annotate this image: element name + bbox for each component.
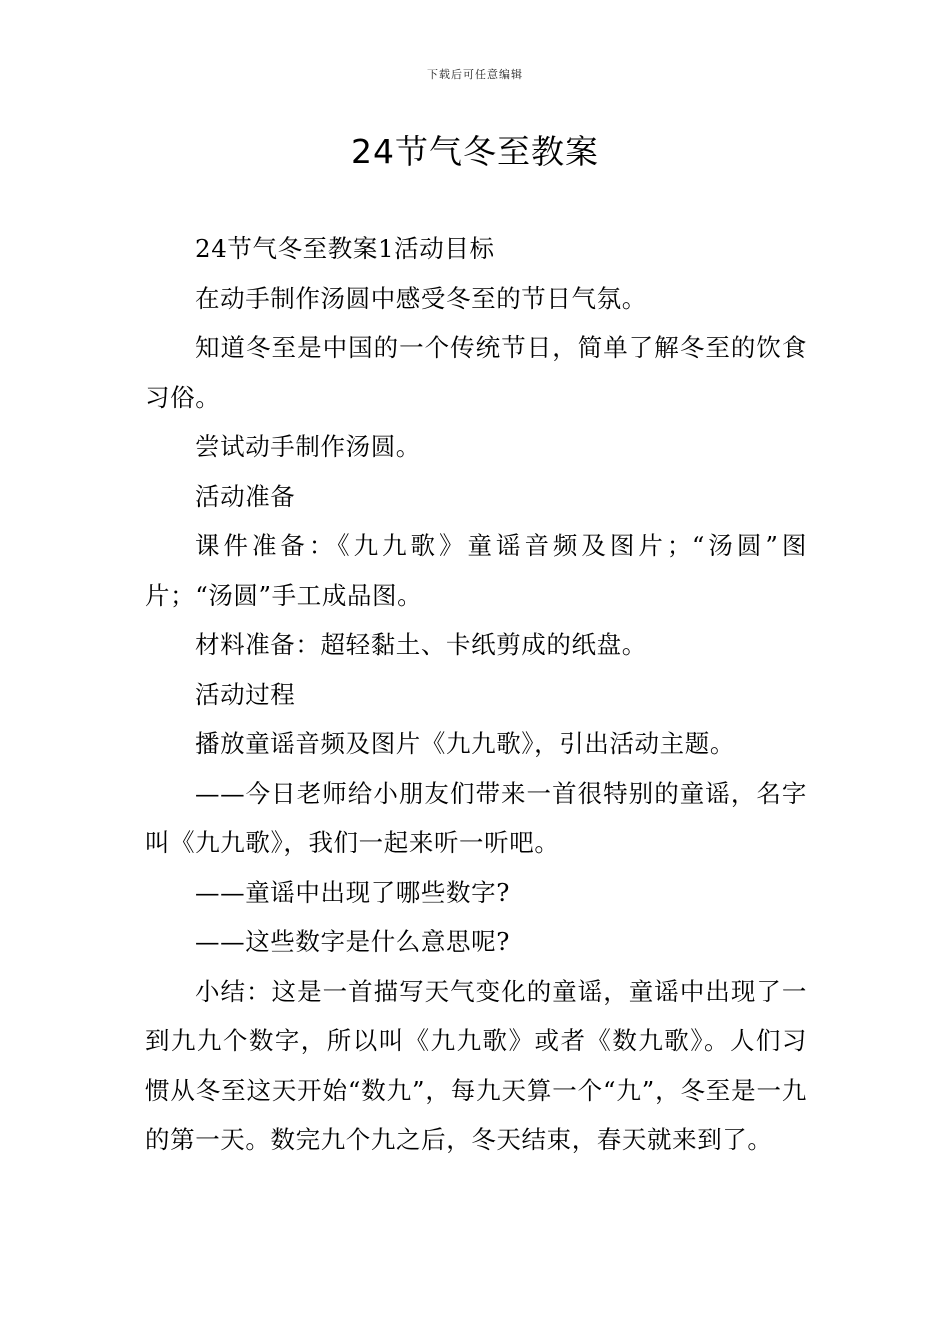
paragraph-courseware: 课件准备：《九九歌》童谣音频及图片；“汤圆”图片；“汤圆”手工成品图。 (145, 531, 807, 610)
paragraph-goal-1: 在动手制作汤圆中感受冬至的节日气氛。 (195, 283, 647, 313)
paragraph-summary: 小结：这是一首描写天气变化的童谣，童谣中出现了一到九九个数字，所以叫《九九歌》或者《数九歌》。人们习惯从冬至这天开始“数九”，每九天算一个“九”，冬至是一九的第一天。数完九个九之后，冬天结束，春天就来到了。 (145, 976, 807, 1154)
paragraph-play-audio: 播放童谣音频及图片《九九歌》，引出活动主题。 (195, 729, 735, 758)
document-body (145, 224, 807, 1165)
document-title: 24节气冬至教案 (351, 132, 599, 171)
paragraph-goal-3: 尝试动手制作汤圆。 (195, 432, 421, 461)
paragraph-question-2: ——这些数字是什么意思呢? (195, 927, 510, 956)
paragraph-question-1: ——童谣中出现了哪些数字? (195, 877, 510, 907)
section-heading-process: 活动过程 (195, 679, 296, 709)
section-heading-preparation: 活动准备 (195, 481, 296, 511)
paragraph-materials: 材料准备：超轻黏土、卡纸剪成的纸盘。 (195, 630, 647, 659)
paragraph-lesson-heading: 24节气冬至教案1活动目标 (195, 234, 495, 263)
paragraph-goal-2: 知道冬至是中国的一个传统节日，简单了解冬至的饮食习俗。 (145, 333, 807, 412)
paragraph-teacher-intro: ——今日老师给小朋友们带来一首很特别的童谣，名字叫《九九歌》，我们一起来听一听吧。 (145, 778, 807, 857)
header-note: 下载后可任意编辑 (427, 68, 523, 81)
